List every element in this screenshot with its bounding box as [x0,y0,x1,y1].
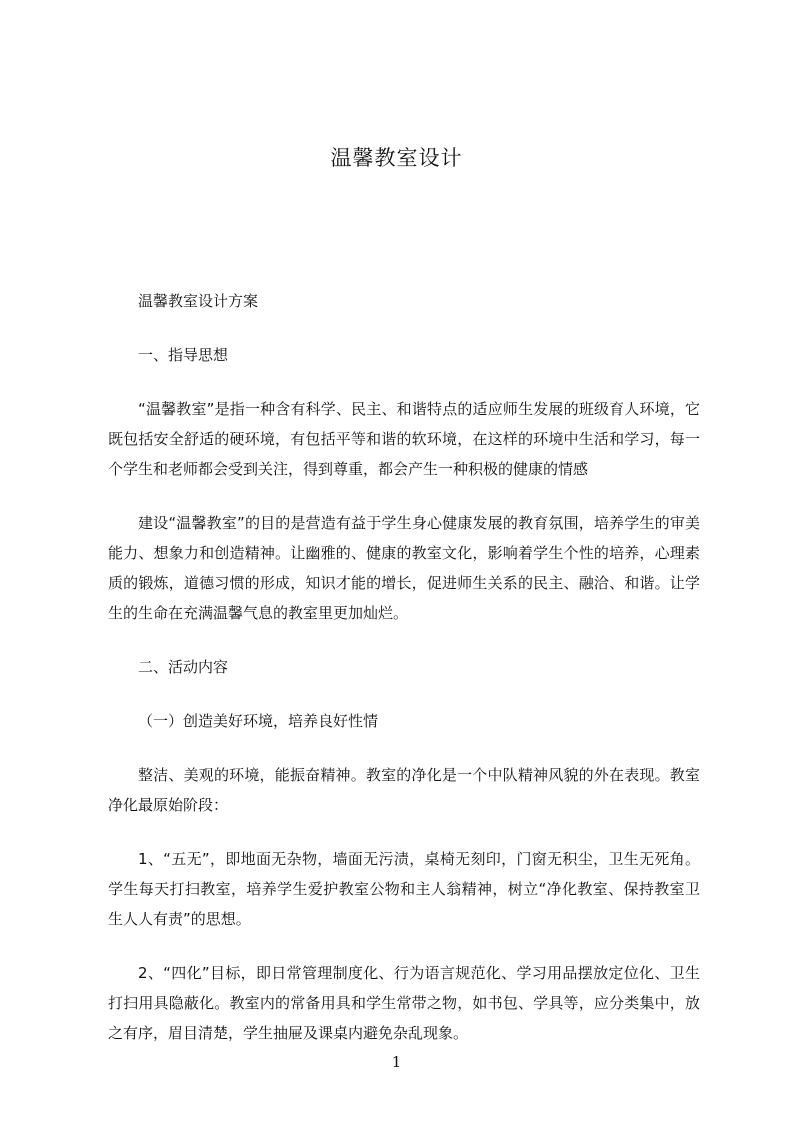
document-title: 温馨教室设计 [330,146,463,170]
subsection-heading-environment: （一）创造美好环境，培养良好性情 [138,712,379,730]
paragraph-definition: “温馨教室”是指一种含有科学、民主、和谐特点的适应师生发展的班级育人环境，它既包括安全舒适的硬环境，有包括平等和谐的软环境，在这样的环境中生活和学习，每一个学生和老师都会受到关注，得到尊重，都会产生一种积极的健康的情感 [108,400,700,478]
document-body [108,286,700,1072]
section-heading-activity-content: 二、活动内容 [138,658,229,676]
paragraph-four-modernizations: 2、“四化”目标，即日常管理制度化、行为语言规范化、学习用品摆放定位化、卫生打扫用具隐蔽化。教室内的常备用具和学生常带之物，如书包、学具等，应分类集中，放之有序，眉目清楚，学生抽屉及课桌内避免杂乱现象。 [108,964,700,1042]
paragraph-purpose: 建设“温馨教室”的目的是营造有益于学生身心健康发展的教育氛围，培养学生的审美能力、想象力和创造精神。让幽雅的、健康的教室文化，影响着学生个性的培养，心理素质的锻炼，道德习惯的形成，知识才能的增长，促进师生关系的民主、融洽、和谐。让学生的生命在充满温馨气息的教室里更加灿烂。 [108,514,700,622]
page-number: 1 [391,1053,402,1071]
paragraph-environment: 整洁、美观的环境，能振奋精神。教室的净化是一个中队精神风貌的外在表现。教室净化最原始阶段： [108,766,700,814]
paragraph-five-nos: 1、“五无”，即地面无杂物，墙面无污渍，桌椅无刻印，门窗无积尘，卫生无死角。学生每天打扫教室，培养学生爱护教室公物和主人翁精神，树立“净化教室、保持教室卫生人人有责”的思想。 [108,850,700,928]
plan-heading: 温馨教室设计方案 [138,292,259,310]
section-heading-guiding-ideology: 一、指导思想 [138,346,229,364]
